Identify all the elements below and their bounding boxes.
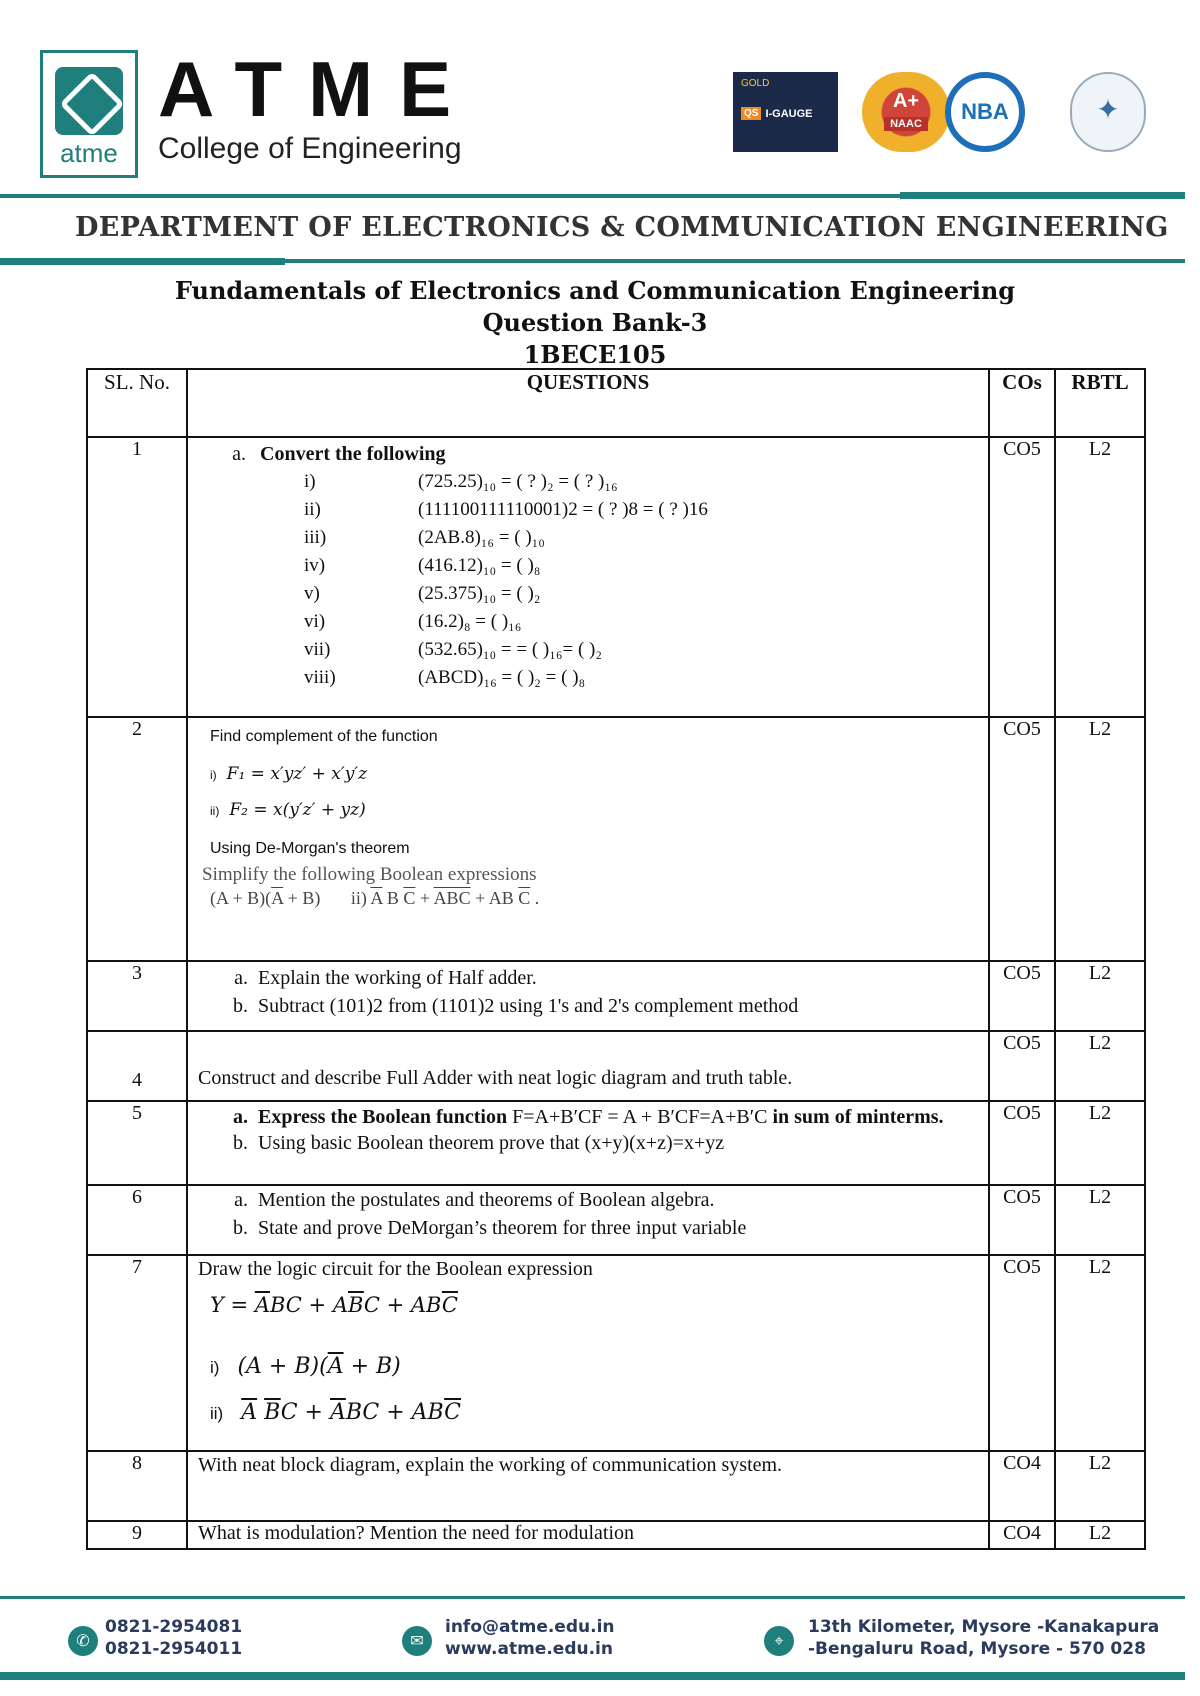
function-f1: F₁ = x′yz′ + x′y′z bbox=[226, 764, 368, 784]
row-sl: 6 bbox=[87, 1185, 187, 1255]
row-sl: 8 bbox=[87, 1451, 187, 1521]
row-co: CO5 bbox=[989, 1185, 1055, 1255]
table-row bbox=[87, 1031, 1145, 1101]
row-question bbox=[187, 1031, 989, 1101]
table-row bbox=[87, 961, 1145, 1031]
question-text: Using basic Boolean theorem prove that (x+y)(x+z)=x+yz bbox=[258, 1132, 725, 1154]
row-question bbox=[187, 717, 989, 961]
footer-phones bbox=[105, 1616, 242, 1660]
row-question bbox=[187, 1521, 989, 1549]
row-sl: 7 bbox=[87, 1255, 187, 1451]
question-text: What is modulation? Mention the need for modulation bbox=[198, 1522, 635, 1544]
row-rbtl: L2 bbox=[1055, 1185, 1145, 1255]
question-bank-title: Question Bank-3 bbox=[482, 308, 708, 337]
row-rbtl: L2 bbox=[1055, 437, 1145, 717]
list-item: a. Explain the working of Half adder. bbox=[234, 967, 537, 989]
header-rule-accent-left bbox=[0, 258, 285, 265]
row-sl: 9 bbox=[87, 1521, 187, 1549]
expr-b-label: ii) bbox=[350, 888, 367, 908]
list-item: a. Mention the postulates and theorems of Boolean algebra. bbox=[234, 1189, 715, 1211]
part-label: a. bbox=[233, 1106, 248, 1128]
row-sl: 2 bbox=[87, 717, 187, 961]
list-item: i) (725.25)₁₀ = ( ? )₂ = ( ? )₁₆ bbox=[304, 471, 618, 492]
table-row bbox=[87, 1185, 1145, 1255]
question-text: Draw the logic circuit for the Boolean expression bbox=[198, 1258, 593, 1280]
row-rbtl: L2 bbox=[1055, 1521, 1145, 1549]
footer-address bbox=[808, 1616, 1159, 1660]
row-question bbox=[187, 1255, 989, 1451]
row-question bbox=[187, 1451, 989, 1521]
list-item: iii) (2AB.8)₁₆ = ( )₁₀ bbox=[304, 527, 545, 548]
row-co: CO5 bbox=[989, 437, 1055, 717]
row-co: CO5 bbox=[989, 717, 1055, 961]
table-row bbox=[87, 1101, 1145, 1185]
naac-name: NAAC bbox=[884, 117, 928, 131]
course-code: 1BECE105 bbox=[523, 340, 667, 369]
qs-name: I-GAUGE bbox=[765, 107, 813, 120]
table-row bbox=[87, 717, 1145, 961]
brand-title: ATME bbox=[158, 45, 478, 133]
expression-i: i) $(A + B)(\overline{A} + B)$ bbox=[210, 1354, 401, 1379]
naac-grade: A+ bbox=[892, 90, 920, 112]
row-co: CO5 bbox=[989, 961, 1055, 1031]
f2-label: ii) bbox=[210, 804, 220, 818]
expr-a-start: (A + B)( bbox=[210, 888, 272, 908]
department-title: DEPARTMENT OF ELECTRONICS & COMMUNICATION ENGINEERING bbox=[75, 212, 1169, 243]
website-link[interactable]: www.atme.edu.in bbox=[445, 1639, 613, 1659]
row-question bbox=[187, 437, 989, 717]
row-rbtl: L2 bbox=[1055, 717, 1145, 961]
row-sl: 3 bbox=[87, 961, 187, 1031]
header-rule-accent bbox=[900, 192, 1185, 199]
row-co: CO4 bbox=[989, 1451, 1055, 1521]
expr-a-end: + B) bbox=[283, 888, 321, 908]
expr-b: $\overline{A}$ B $\overline{C} + \overline{ABC}$ + AB $\overline{C}$ . bbox=[370, 888, 540, 908]
qs-tag: QS bbox=[741, 107, 761, 120]
boolean-function: F=A+B′CF = A + B′CF=A+B′C bbox=[507, 1106, 773, 1128]
table-row bbox=[87, 437, 1145, 717]
table-row bbox=[87, 1451, 1145, 1521]
conversion-list bbox=[188, 468, 988, 692]
list-item: vi) (16.2)₈ = ( )₁₆ bbox=[304, 611, 522, 632]
row-rbtl: L2 bbox=[1055, 961, 1145, 1031]
row-question bbox=[187, 961, 989, 1031]
question-heading: Convert the following bbox=[260, 443, 446, 465]
address-line-2: -Bengaluru Road, Mysore - 570 028 bbox=[808, 1639, 1146, 1659]
phone-2: 0821-2954011 bbox=[105, 1639, 243, 1659]
header-rbtl: RBTL bbox=[1055, 369, 1145, 437]
row-co: CO5 bbox=[989, 1255, 1055, 1451]
email-link[interactable]: info@atme.edu.in bbox=[445, 1617, 615, 1637]
row-rbtl: L2 bbox=[1055, 1101, 1145, 1185]
part-label: a. bbox=[232, 443, 246, 465]
list-item: b. State and prove DeMorgan’s theorem for three input variable bbox=[233, 1217, 747, 1239]
f1-label: i) bbox=[210, 768, 217, 782]
header-cos: COs bbox=[989, 369, 1055, 437]
question-bold: Express the Boolean function bbox=[258, 1106, 508, 1128]
list-item: vii) (532.65)₁₀ = = ( )₁₆= ( )₂ bbox=[304, 639, 602, 660]
footer-rule-top bbox=[0, 1596, 1185, 1599]
location-icon: ⌖ bbox=[764, 1626, 794, 1656]
row-question bbox=[187, 1185, 989, 1255]
function-f2: F₂ = x(y′z′ + yz) bbox=[229, 800, 366, 820]
row-co: CO5 bbox=[989, 1101, 1055, 1185]
header-sl: SL. No. bbox=[87, 369, 187, 437]
row-co: CO5 bbox=[989, 1031, 1055, 1101]
row-sl: 5 bbox=[87, 1101, 187, 1185]
simplify-prompt: Simplify the following Boolean expressions bbox=[202, 864, 537, 885]
list-item: b. Subtract (101)2 from (1101)2 using 1's and 2's complement method bbox=[233, 995, 799, 1017]
address-line-1: 13th Kilometer, Mysore -Kanakapura bbox=[808, 1617, 1160, 1637]
complement-prompt: Find complement of the function bbox=[210, 728, 438, 745]
naac-badge bbox=[862, 72, 950, 152]
phone-icon: ✆ bbox=[68, 1626, 98, 1656]
expr-a-bar: $\overline{A}$ bbox=[271, 888, 284, 908]
footer-rule-bottom bbox=[0, 1672, 1185, 1680]
demorgan-note: Using De-Morgan's theorem bbox=[210, 840, 410, 857]
row-rbtl: L2 bbox=[1055, 1255, 1145, 1451]
header-questions: QUESTIONS bbox=[187, 369, 989, 437]
subject-title: Fundamentals of Electronics and Communication Engineering bbox=[174, 276, 1016, 305]
phone-1: 0821-2954081 bbox=[105, 1617, 243, 1637]
mail-icon: ✉ bbox=[402, 1626, 432, 1656]
expression-y: $Y = \overline{A}BC + A\overline{B}C + AB\overline{C}$ bbox=[210, 1293, 458, 1317]
row-sl: 4 bbox=[87, 1031, 187, 1101]
logo-word: atme bbox=[60, 138, 118, 168]
list-item: iv) (416.12)₁₀ = ( )₈ bbox=[304, 555, 541, 576]
logo-mark-icon bbox=[55, 67, 123, 135]
row-co: CO4 bbox=[989, 1521, 1055, 1549]
nba-badge: NBA bbox=[945, 72, 1025, 152]
question-table bbox=[86, 368, 1146, 1550]
row-rbtl: L2 bbox=[1055, 1031, 1145, 1101]
list-item: ii) (111100111110001)2 = ( ? )8 = ( ? )16 bbox=[304, 499, 708, 520]
question-text: Construct and describe Full Adder with neat logic diagram and truth table. bbox=[198, 1067, 793, 1089]
question-bold-end: in sum of minterms. bbox=[772, 1106, 944, 1128]
brand-subtitle: College of Engineering bbox=[158, 132, 462, 165]
table-header-row bbox=[87, 369, 1145, 437]
part-label: b. bbox=[233, 1132, 248, 1154]
list-item: viii) (ABCD)₁₆ = ( )₂ = ( )₈ bbox=[304, 667, 586, 688]
qs-gold-label: GOLD bbox=[741, 78, 770, 89]
qs-igauge-badge bbox=[733, 72, 838, 152]
table-row bbox=[87, 1521, 1145, 1549]
row-question bbox=[187, 1101, 989, 1185]
footer-contact bbox=[445, 1616, 615, 1660]
university-seal-icon: ✦ bbox=[1070, 72, 1146, 152]
table-row bbox=[87, 1255, 1145, 1451]
college-logo bbox=[40, 50, 138, 178]
row-sl: 1 bbox=[87, 437, 187, 717]
row-rbtl: L2 bbox=[1055, 1451, 1145, 1521]
list-item: v) (25.375)₁₀ = ( )₂ bbox=[304, 583, 541, 604]
question-text: With neat block diagram, explain the working of communication system. bbox=[198, 1454, 783, 1476]
expression-ii: ii) $\overline{A}$ $\overline{B}C + \overline{A}BC + AB\overline{C}$ bbox=[210, 1400, 461, 1425]
